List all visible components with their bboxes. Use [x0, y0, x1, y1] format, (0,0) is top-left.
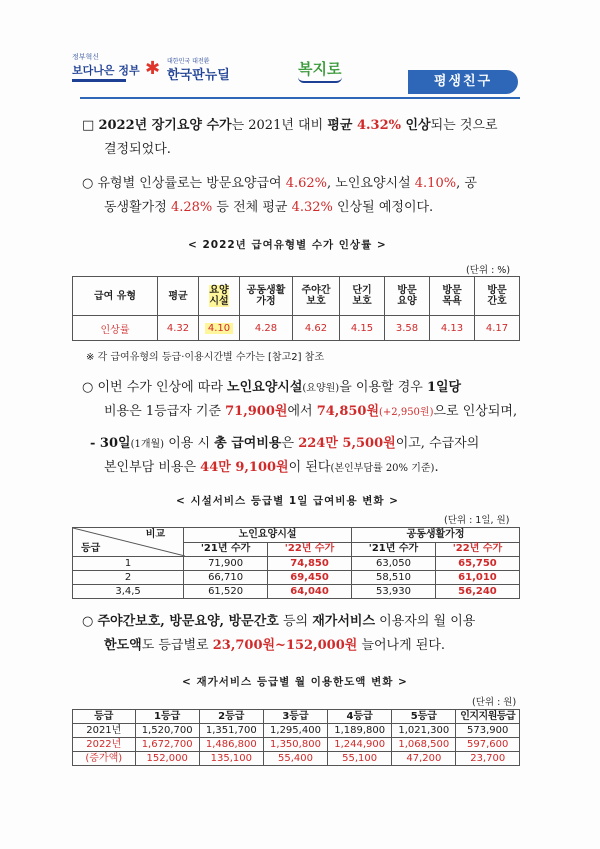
facility-cost-table: [72, 527, 520, 599]
rate-table-header: 급여 유형: [73, 277, 158, 316]
logo1-small-text: 정부혁신: [72, 53, 100, 61]
limit-table-header: 1등급: [135, 710, 199, 724]
rate-row-label: 인상률: [73, 316, 158, 341]
table-row: 2022년 1,672,700 1,486,800 1,350,800 1,244,900 1,068,500 597,600: [73, 738, 520, 752]
rate-cell: 3.58: [385, 316, 430, 341]
limit-table-header: 3등급: [263, 710, 327, 724]
paragraph-5-line-1: ○ 주야간보호, 방문요양, 방문간호 등의 재가서비스 이용자의 월 이용: [82, 614, 476, 629]
facility-sub-header: '21년 수가: [352, 542, 436, 557]
home-service-limit-table: [72, 709, 520, 766]
facility-group-header: 공동생활가정: [352, 528, 520, 543]
paragraph-1-line-1: □ 2022년 장기요양 수가는 2021년 대비 평균 4.32% 인상되는 것으로: [82, 118, 498, 133]
logo-government-innovation: [72, 54, 140, 82]
paragraph-2-line-2: 동생활가정 4.28% 등 전체 평균 4.32% 인상될 예정이다.: [104, 200, 434, 215]
facility-table-corner: 비교 등급: [73, 528, 184, 557]
rate-table-header: 방문 요양: [385, 277, 430, 316]
table-row: 1 71,900 74,850 63,050 65,750: [73, 557, 520, 571]
rate-table-header: 방문 간호: [475, 277, 520, 316]
rate-table-header: 요양 시설: [199, 277, 240, 316]
rate-cell: 4.32: [158, 316, 199, 341]
rate-cell: 4.17: [475, 316, 520, 341]
facility-group-header: 노인요양시설: [184, 528, 352, 543]
logo1-main-text: 보다나은 정부: [72, 64, 140, 77]
rate-table-header: 공동생활 가정: [240, 277, 293, 316]
table-1-unit: (단위 : %): [466, 265, 511, 276]
limit-table-header: 등급: [73, 710, 136, 724]
logo-bokjiro: [298, 58, 342, 83]
rate-cell: 4.15: [340, 316, 385, 341]
table-row: (증가액) 152,000 135,100 55,400 55,100 47,200 23,700: [73, 752, 520, 766]
paragraph-3-line-2: 비용은 1등급자 기준 71,900원에서 74,850원(+2,950원)으로 인상되며,: [104, 404, 518, 419]
table-row: 2 66,710 69,450 58,510 61,010: [73, 571, 520, 585]
facility-sub-header: '22년 수가: [268, 542, 352, 557]
new-deal-star-icon: ✱: [145, 58, 161, 79]
rate-cell: 4.10: [199, 316, 240, 341]
lifelong-friend-badge: 평생친구: [408, 70, 518, 94]
table-3-unit: (단위 : 원): [472, 697, 517, 708]
paragraph-4-line-1: - 30일(1개월) 이용 시 총 급여비용은 224만 5,500원이고, 수급자의: [90, 436, 480, 451]
rate-table-header: 방문 목욕: [430, 277, 475, 316]
logo2-small-text: 대한민국 대전환: [167, 58, 210, 65]
note-reference: ※ 각 급여유형의 등급·이용시간별 수가는 [참고2] 참조: [86, 352, 324, 363]
limit-table-header: 2등급: [199, 710, 263, 724]
logo2-main-text: 한국판뉴딜: [167, 68, 230, 83]
table-3-caption: < 재가서비스 등급별 월 이용한도액 변화 >: [182, 676, 408, 688]
rate-cell: 4.28: [240, 316, 293, 341]
table-row: 2021년 1,520,700 1,351,700 1,295,400 1,189,800 1,021,300 573,900: [73, 724, 520, 738]
paragraph-2-line-1: ○ 유형별 인상률로는 방문요양급여 4.62%, 노인요양시설 4.10%, 공: [82, 176, 477, 191]
paragraph-3-line-1: ○ 이번 수가 인상에 따라 노인요양시설(요양원)을 이용할 경우 1일당: [82, 380, 462, 395]
header-divider: [80, 97, 520, 99]
paragraph-5-line-2: 한도액도 등급별로 23,700원~152,000원 늘어나게 된다.: [104, 638, 446, 653]
rate-cell: 4.13: [430, 316, 475, 341]
limit-table-header: 4등급: [328, 710, 392, 724]
table-row: 3,4,5 61,520 64,040 53,930 56,240: [73, 585, 520, 599]
table-1-caption: < 2022년 급여유형별 수가 인상률 >: [188, 239, 387, 251]
limit-table-header: 인지지원등급: [456, 710, 520, 724]
rate-table: [72, 276, 520, 341]
table-2-unit: (단위 : 1일, 원): [444, 515, 510, 526]
table-2-caption: < 시설서비스 등급별 1일 급여비용 변화 >: [176, 495, 399, 507]
rate-table-header: 주야간 보호: [293, 277, 340, 316]
logo3-text: 복지로: [298, 60, 342, 78]
header: [0, 40, 600, 100]
limit-table-header: 5등급: [392, 710, 456, 724]
rate-table-header: 단기 보호: [340, 277, 385, 316]
rate-cell: 4.62: [293, 316, 340, 341]
rate-table-header: 평균: [158, 277, 199, 316]
paragraph-4-line-2: 본인부담 비용은 44만 9,100원이 된다(본인부담률 20% 기준).: [104, 460, 439, 475]
facility-sub-header: '21년 수가: [184, 542, 268, 557]
facility-sub-header: '22년 수가: [435, 542, 519, 557]
paragraph-1-line-2: 결정되었다.: [104, 142, 171, 157]
